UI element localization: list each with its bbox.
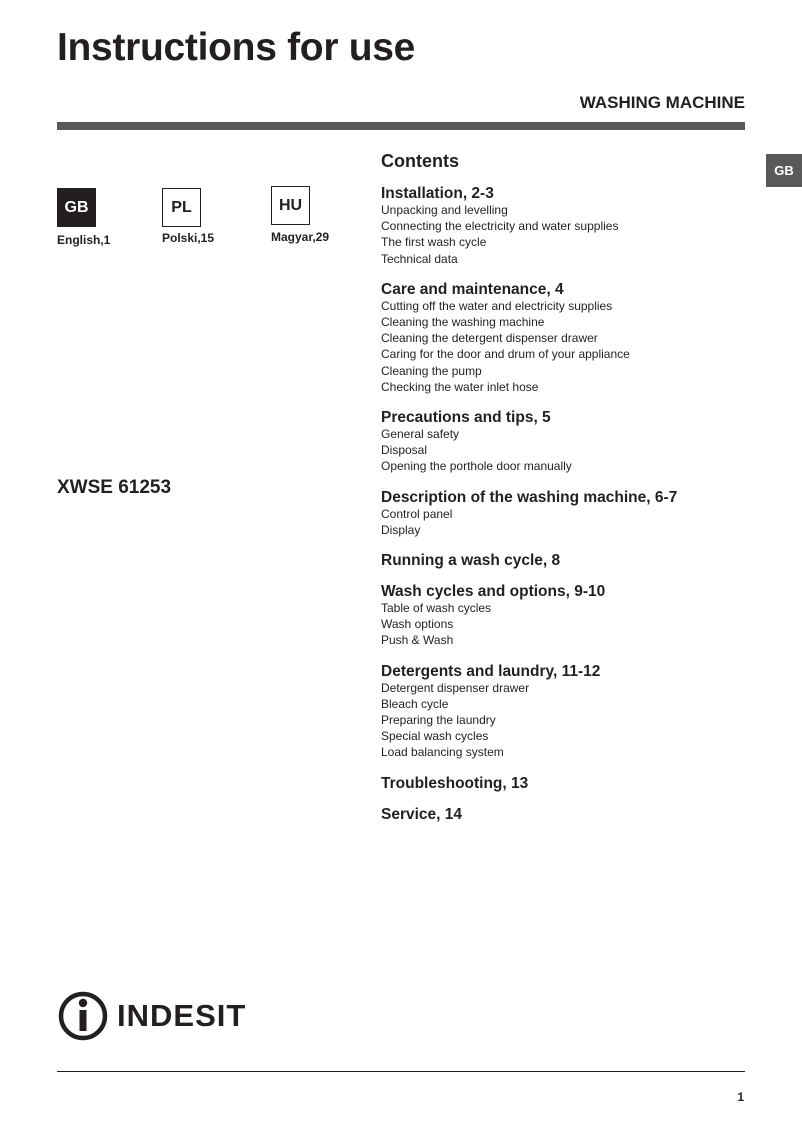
section-title[interactable]: Precautions and tips, 5 <box>381 409 551 427</box>
section-item[interactable]: The first wash cycle <box>381 235 487 250</box>
brand-logo <box>57 990 246 1042</box>
language-label: English,1 <box>57 233 111 247</box>
document-subtitle: WASHING MACHINE <box>579 93 745 112</box>
language-option-pl[interactable] <box>162 188 242 245</box>
language-code-box: PL <box>162 188 201 227</box>
section-item[interactable]: Preparing the laundry <box>381 713 496 728</box>
section-item[interactable]: Cleaning the detergent dispenser drawer <box>381 331 598 346</box>
model-number: XWSE 61253 <box>57 477 172 498</box>
section-item[interactable]: Load balancing system <box>381 745 504 760</box>
section-item[interactable]: Wash options <box>381 617 454 632</box>
contents-section <box>381 409 761 475</box>
language-code-box: GB <box>57 188 96 227</box>
language-code-box: HU <box>271 186 310 225</box>
contents-section <box>381 583 761 649</box>
brand-name: INDESIT <box>117 998 247 1033</box>
section-title[interactable]: Detergents and laundry, 11-12 <box>381 662 601 680</box>
section-title[interactable]: Running a wash cycle, 8 <box>381 552 561 570</box>
section-title[interactable]: Care and maintenance, 4 <box>381 280 564 298</box>
language-option-gb[interactable] <box>57 188 137 247</box>
contents-section <box>381 806 761 823</box>
contents-section <box>381 281 761 395</box>
language-label: Magyar,29 <box>271 230 330 244</box>
section-item[interactable]: Technical data <box>381 251 458 266</box>
section-item[interactable]: Table of wash cycles <box>381 601 492 616</box>
table-of-contents <box>381 151 761 837</box>
section-item[interactable]: Unpacking and levelling <box>381 203 508 217</box>
section-item[interactable]: Cleaning the pump <box>381 363 482 378</box>
contents-section <box>381 489 761 538</box>
language-label: Polski,15 <box>162 231 215 245</box>
section-item[interactable]: Detergent dispenser drawer <box>381 680 530 695</box>
section-title[interactable]: Service, 14 <box>381 805 463 823</box>
page-number: 1 <box>737 1090 744 1104</box>
language-side-tab[interactable]: GB <box>766 154 802 187</box>
page-title: Instructions for use <box>57 26 416 69</box>
section-item[interactable]: Bleach cycle <box>381 696 449 711</box>
language-option-hu[interactable] <box>271 186 351 244</box>
contents-section <box>381 775 761 792</box>
section-title[interactable]: Description of the washing machine, 6-7 <box>381 488 678 506</box>
section-item[interactable]: Cutting off the water and electricity supplies <box>381 298 613 313</box>
section-item[interactable]: Checking the water inlet hose <box>381 379 539 394</box>
contents-section <box>381 185 761 267</box>
contents-sections <box>381 185 761 823</box>
section-item[interactable]: Connecting the electricity and water supplies <box>381 219 619 234</box>
section-item[interactable]: General safety <box>381 427 460 442</box>
section-item[interactable]: Control panel <box>381 506 453 521</box>
section-item[interactable]: Cleaning the washing machine <box>381 315 545 330</box>
footer-rule <box>57 1071 745 1072</box>
header-rule <box>57 122 745 130</box>
section-title[interactable]: Wash cycles and options, 9-10 <box>381 583 606 601</box>
contents-section <box>381 552 761 569</box>
contents-section <box>381 663 761 761</box>
section-item[interactable]: Push & Wash <box>381 633 454 648</box>
indesit-logo-icon <box>57 990 109 1042</box>
section-item[interactable]: Opening the porthole door manually <box>381 459 572 474</box>
section-title[interactable]: Installation, 2-3 <box>381 185 494 202</box>
section-item[interactable]: Display <box>381 522 421 537</box>
section-item[interactable]: Caring for the door and drum of your appliance <box>381 347 630 362</box>
section-item[interactable]: Special wash cycles <box>381 729 489 744</box>
contents-heading: Contents <box>381 151 459 171</box>
section-item[interactable]: Disposal <box>381 443 428 458</box>
section-title[interactable]: Troubleshooting, 13 <box>381 774 529 792</box>
